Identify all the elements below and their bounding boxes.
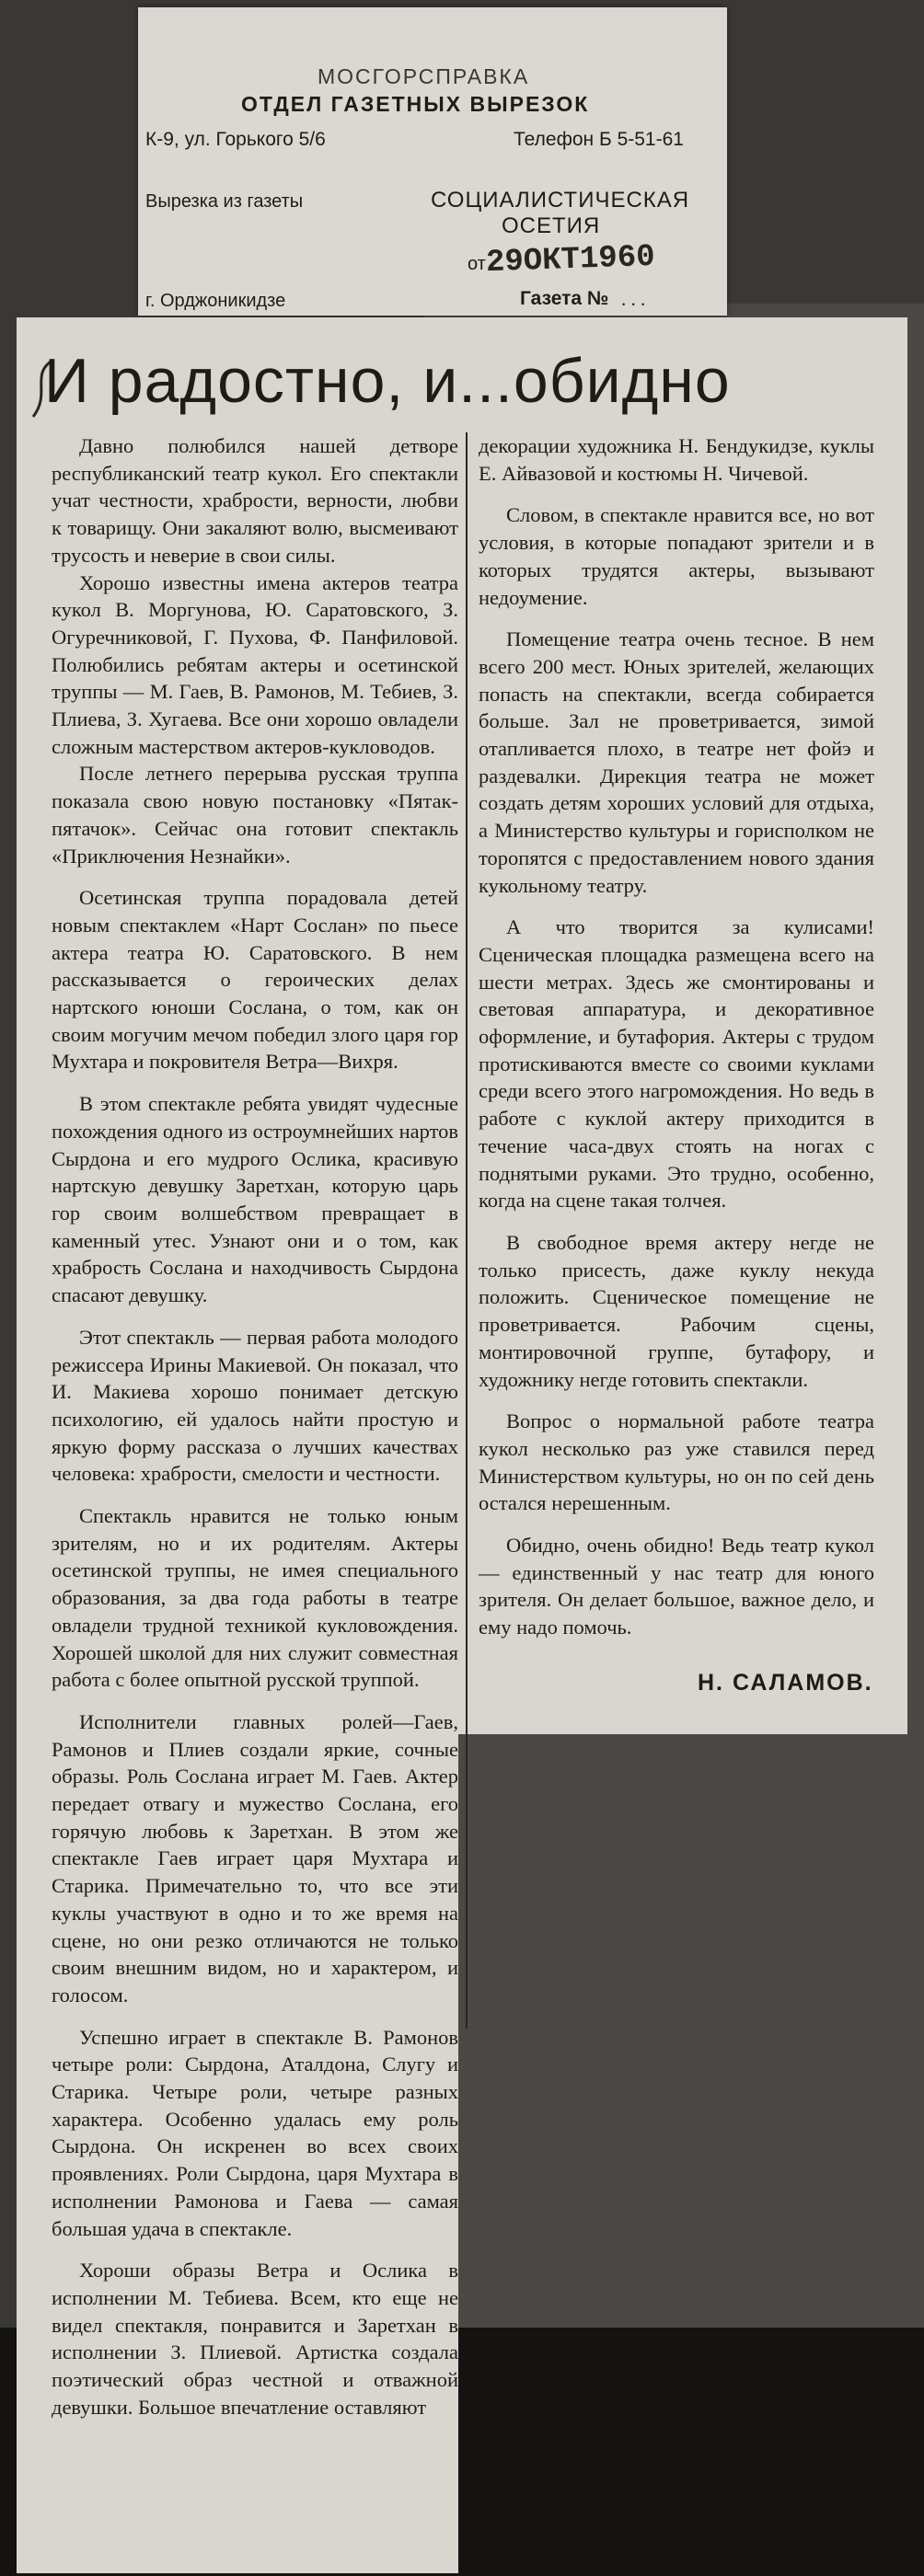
department-name: ОТДЕЛ ГАЗЕТНЫХ ВЫРЕЗОК bbox=[241, 92, 590, 116]
issue-number-dots: . . . bbox=[621, 288, 646, 310]
agency-name: МОСГОРСПРАВКА bbox=[318, 64, 530, 88]
left-column bbox=[52, 432, 458, 2421]
city-label: г. Орджоникидзе bbox=[145, 291, 286, 311]
paragraph: Успешно играет в спектакле В. Рамонов четыре роли: Сырдона, Аталдона, Слугу и Старика. Четыре роли, четыре разных характера. Особенно удалась ему роль Сырдона. Он искренен во всех своих проявлениях. Роли Сырдона, царя Мухтара в исполнении Рамонова и Гаева — самая большая удача в спектакле. bbox=[52, 2025, 458, 2240]
paragraph: Исполнители главных ролей—Гаев, Рамонов и Плиев создали яркие, сочные образы. Роль Сослана играет М. Гаев. Актер передает отвагу и мужество Сослана, его горячую любовь к Заретхан. В этом же спектакле Гаев играет царя Мухтара и Старика. Примечательно то, что все эти куклы участвуют в одно и то же время на сцене, но они резко отличаются не только своим внешним видом, но и характером, и голосом. bbox=[52, 1709, 458, 2007]
date-prefix: от bbox=[468, 254, 486, 274]
clipping-label: Вырезка из газеты bbox=[145, 191, 304, 212]
paragraph: Спектакль нравится не только юным зрителям, но и их родителям. Актеры осетинской труппы, не имея специального образования, за два года работы в театре овладели трудной техникой кукловождения. Хорошей школой для них служит совместная работа с более опытной русской труппой. bbox=[52, 1504, 458, 1692]
paragraph: В свободное время актеру негде не только присесть, даже куклу некуда положить. Сценическое помещение не проветривается. Рабочим сцены, монтировочной группе, бутафору, и художнику негде готовить спектакли. bbox=[479, 1230, 874, 1391]
paragraph: Хороши образы Ветра и Ослика в исполнении М. Тебиева. Всем, кто еще не видел спектакля, понравится и Заретхан в исполнении З. Плиевой. Артистка создала поэтический образ честной и отважной девушки. Большое впечатление оставляют bbox=[52, 2259, 458, 2419]
paragraph: В этом спектакле ребята увидят чудесные похождения одного из остроумнейших нартов Сырдона и его мудрого Ослика, красивую нартскую девушку Заретхан, которую царь гор своим волшебством превращает в каменный утес. Узнают они и о том, как храбрость Сослана и находчивость Сырдона спасают девушку. bbox=[52, 1092, 458, 1307]
paragraph: Осетинская труппа порадовала детей новым спектаклем «Нарт Сослан» по пьесе актера театра Ю. Саратовского. В нем рассказывается о героических делах нартского юноши Сослана, о том, как он своим могучим мечом победил злого царя гор Мухтара и покровителя Ветра—Вихря. bbox=[52, 886, 458, 1074]
paragraph: Помещение театра очень тесное. В нем всего 200 мест. Юных зрителей, желающих попасть на спектакли, всегда собирается больше. Зал не проветривается, зимой отапливается плохо, в театре нет фойэ и раздевалки. Дирекция театра не может создать детям хороших условий для отдыха, а Министерство культуры и горисполком не торопятся с предоставлением нового здания кукольному театру. bbox=[479, 627, 874, 897]
right-column bbox=[479, 432, 874, 1641]
paragraph: Словом, в спектакле нравится все, но вот условия, в которые попадают зрители и в которых трудятся актеры, вызывают недоумение. bbox=[479, 503, 874, 609]
paragraph: Хорошо известны имена актеров театра кукол В. Моргунова, Ю. Саратовского, З. Огуречниковой, Г. Пухова, Ф. Панфиловой. Полюбились ребятам актеры и осетинской труппы — М. Гаев, В. Рамонов, М. Тебиев, З. Плиева, З. Хугаева. Все они хорошо овладели сложным мастерством актеров-кукловодов. bbox=[52, 570, 458, 758]
paragraph: После летнего перерыва русская труппа показала свою новую постановку «Пятак-пятачок». Сейчас она готовит спектакль «Приключения Незнайки». bbox=[52, 762, 458, 868]
date-stamp: 29ОКТ1960 bbox=[485, 239, 656, 282]
paragraph: Вопрос о нормальной работе театра кукол несколько раз уже ставился перед Министерством культуры, но он по сей день остался нерешенным. bbox=[479, 1409, 874, 1515]
issue-label: Газета № bbox=[520, 288, 609, 309]
clipping-header-slip bbox=[138, 7, 727, 316]
column-divider bbox=[466, 432, 468, 2029]
article-clipping bbox=[17, 317, 907, 2571]
paragraph: Обидно, очень обидно! Ведь театр кукол — единственный у нас театр для юного зрителя. Он делает большое, важное дело, и ему надо помочь. bbox=[479, 1534, 874, 1639]
article-author: Н. САЛАМОВ. bbox=[698, 1670, 873, 1696]
paragraph: А что творится за кулисами! Сценическая площадка размещена всего на шести метрах. Здесь же смонтированы и световая аппаратура, и декоративное оформление, и бутафория. Актеры с трудом протискиваются вместе со своими куклами среди всего этого нагромождения. Но ведь в работе с куклой актеру приходится в течение часа-двух стоять на ногах с поднятыми руками. Это трудно, особенно, когда на сцене такая толчея. bbox=[479, 915, 874, 1213]
agency-phone: Телефон Б 5-51-61 bbox=[514, 129, 684, 150]
newspaper-name-line1: СОЦИАЛИСТИЧЕСКАЯ bbox=[431, 188, 690, 213]
newspaper-name-line2: ОСЕТИЯ bbox=[502, 213, 601, 238]
paragraph: Этот спектакль — первая работа молодого режиссера Ирины Макиевой. Он показал, что И. Макиева хорошо понимает детскую психологию, ей удалось найти простую и яркую форму рассказа о лучших качествах человека: храбрости, смелости и честности. bbox=[52, 1325, 458, 1486]
paragraph: декорации художника Н. Бендукидзе, куклы Е. Айвазовой и костюмы Н. Чичевой. bbox=[479, 434, 874, 485]
article-title: И радостно, и...обидно bbox=[44, 346, 731, 416]
paragraph: Давно полюбился нашей детворе республиканский театр кукол. Его спектакли учат честности, храбрости, верности, любви к товарищу. Они закаляют волю, высмеивают трусость и неверие в свои силы. bbox=[52, 434, 458, 567]
agency-address: К-9, ул. Горького 5/6 bbox=[145, 129, 326, 150]
